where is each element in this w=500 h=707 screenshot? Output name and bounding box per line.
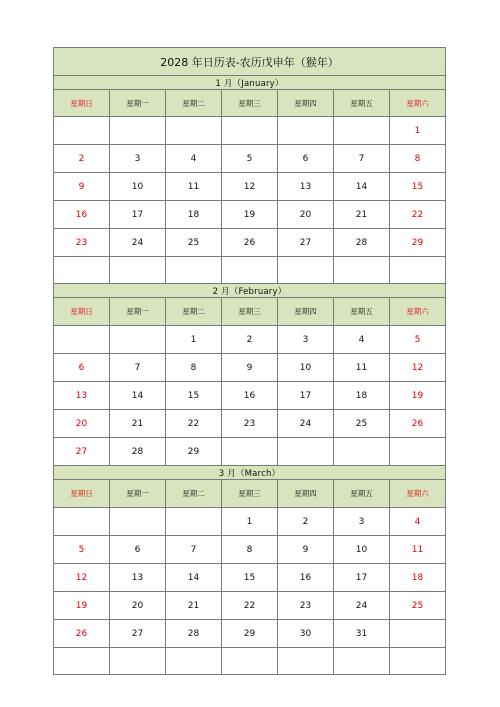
day-cell: 27 [278, 229, 334, 257]
day-cell: 23 [278, 592, 334, 620]
week-row [54, 620, 446, 648]
day-cell: 12 [222, 173, 278, 201]
day-cell [334, 117, 390, 145]
day-cell: 22 [222, 592, 278, 620]
weekday-header-row [54, 90, 446, 117]
day-cell: 15 [222, 564, 278, 592]
day-cell: 4 [166, 145, 222, 173]
day-cell: 31 [334, 620, 390, 648]
weekday-header: 星期五 [334, 480, 390, 508]
day-cell: 24 [278, 410, 334, 438]
day-cell [54, 508, 110, 536]
day-cell [110, 257, 166, 284]
weekday-header: 星期三 [222, 480, 278, 508]
day-cell: 2 [54, 145, 110, 173]
week-row [54, 382, 446, 410]
day-cell: 5 [222, 145, 278, 173]
day-cell: 7 [110, 354, 166, 382]
week-row [54, 145, 446, 173]
day-cell [54, 648, 110, 675]
weekday-header-row [54, 480, 446, 508]
day-cell: 9 [278, 536, 334, 564]
weekday-header: 星期二 [166, 298, 222, 326]
day-cell: 1 [222, 508, 278, 536]
day-cell: 20 [278, 201, 334, 229]
month-title: 2 月（February） [54, 284, 446, 298]
day-cell: 6 [54, 354, 110, 382]
weekday-header: 星期日 [54, 90, 110, 117]
day-cell [222, 648, 278, 675]
day-cell [110, 648, 166, 675]
weekday-header: 星期四 [278, 90, 334, 117]
day-cell: 24 [334, 592, 390, 620]
day-cell: 4 [334, 326, 390, 354]
day-cell: 12 [390, 354, 446, 382]
day-cell [278, 438, 334, 466]
day-cell: 25 [390, 592, 446, 620]
weekday-header: 星期四 [278, 298, 334, 326]
day-cell: 8 [166, 354, 222, 382]
day-cell: 18 [166, 201, 222, 229]
day-cell: 25 [334, 410, 390, 438]
weekday-header: 星期一 [110, 480, 166, 508]
day-cell [110, 117, 166, 145]
day-cell: 9 [222, 354, 278, 382]
day-cell [110, 326, 166, 354]
week-row [54, 648, 446, 675]
day-cell [222, 257, 278, 284]
weekday-header: 星期六 [390, 480, 446, 508]
day-cell: 1 [390, 117, 446, 145]
month-title: 3 月（March） [54, 466, 446, 480]
day-cell: 29 [390, 229, 446, 257]
day-cell: 21 [334, 201, 390, 229]
week-row [54, 201, 446, 229]
day-cell: 13 [110, 564, 166, 592]
day-cell [390, 438, 446, 466]
day-cell [334, 257, 390, 284]
day-cell: 23 [222, 410, 278, 438]
day-cell [278, 648, 334, 675]
day-cell: 25 [166, 229, 222, 257]
weekday-header: 星期日 [54, 480, 110, 508]
calendar-table [53, 47, 446, 675]
day-cell [390, 620, 446, 648]
weekday-header: 星期五 [334, 90, 390, 117]
day-cell [278, 257, 334, 284]
day-cell: 29 [222, 620, 278, 648]
day-cell: 26 [222, 229, 278, 257]
day-cell: 30 [278, 620, 334, 648]
day-cell: 10 [110, 173, 166, 201]
day-cell: 3 [334, 508, 390, 536]
day-cell: 23 [54, 229, 110, 257]
day-cell: 14 [334, 173, 390, 201]
day-cell [390, 648, 446, 675]
week-row [54, 508, 446, 536]
day-cell: 17 [334, 564, 390, 592]
day-cell [166, 117, 222, 145]
weekday-header: 星期一 [110, 298, 166, 326]
calendar-title: 2028 年日历表-农历戊申年（猴年） [54, 48, 446, 76]
week-row [54, 229, 446, 257]
day-cell: 18 [334, 382, 390, 410]
day-cell: 2 [278, 508, 334, 536]
day-cell: 13 [278, 173, 334, 201]
weekday-header: 星期一 [110, 90, 166, 117]
day-cell: 15 [390, 173, 446, 201]
day-cell: 19 [54, 592, 110, 620]
weekday-header: 星期二 [166, 90, 222, 117]
weekday-header: 星期六 [390, 298, 446, 326]
day-cell: 10 [334, 536, 390, 564]
day-cell: 16 [54, 201, 110, 229]
day-cell: 11 [334, 354, 390, 382]
day-cell: 28 [166, 620, 222, 648]
week-row [54, 592, 446, 620]
months-container [54, 76, 446, 675]
month-title: 1 月（January） [54, 76, 446, 90]
day-cell [54, 117, 110, 145]
day-cell: 9 [54, 173, 110, 201]
day-cell: 26 [54, 620, 110, 648]
day-cell: 19 [390, 382, 446, 410]
day-cell: 22 [390, 201, 446, 229]
day-cell: 17 [278, 382, 334, 410]
week-row [54, 326, 446, 354]
day-cell: 14 [110, 382, 166, 410]
day-cell [334, 648, 390, 675]
day-cell: 15 [166, 382, 222, 410]
day-cell: 1 [166, 326, 222, 354]
day-cell: 6 [110, 536, 166, 564]
day-cell [222, 438, 278, 466]
day-cell: 22 [166, 410, 222, 438]
weekday-header: 星期六 [390, 90, 446, 117]
week-row [54, 564, 446, 592]
weekday-header: 星期五 [334, 298, 390, 326]
day-cell: 5 [390, 326, 446, 354]
week-row [54, 438, 446, 466]
day-cell: 2 [222, 326, 278, 354]
day-cell: 7 [334, 145, 390, 173]
day-cell: 16 [222, 382, 278, 410]
day-cell: 28 [110, 438, 166, 466]
day-cell: 7 [166, 536, 222, 564]
week-row [54, 354, 446, 382]
day-cell: 27 [54, 438, 110, 466]
day-cell [54, 257, 110, 284]
weekday-header: 星期三 [222, 90, 278, 117]
day-cell [222, 117, 278, 145]
day-cell: 6 [278, 145, 334, 173]
day-cell: 16 [278, 564, 334, 592]
day-cell: 3 [110, 145, 166, 173]
weekday-header-row [54, 298, 446, 326]
day-cell: 8 [390, 145, 446, 173]
day-cell: 27 [110, 620, 166, 648]
week-row [54, 410, 446, 438]
day-cell [278, 117, 334, 145]
week-row [54, 536, 446, 564]
day-cell: 3 [278, 326, 334, 354]
day-cell: 10 [278, 354, 334, 382]
week-row [54, 257, 446, 284]
weekday-header: 星期二 [166, 480, 222, 508]
day-cell [390, 257, 446, 284]
day-cell: 20 [54, 410, 110, 438]
day-cell: 11 [390, 536, 446, 564]
day-cell: 12 [54, 564, 110, 592]
week-row [54, 117, 446, 145]
day-cell: 8 [222, 536, 278, 564]
day-cell: 24 [110, 229, 166, 257]
day-cell [334, 438, 390, 466]
day-cell: 13 [54, 382, 110, 410]
day-cell [54, 326, 110, 354]
day-cell [110, 508, 166, 536]
day-cell: 20 [110, 592, 166, 620]
day-cell [166, 648, 222, 675]
day-cell: 28 [334, 229, 390, 257]
day-cell: 21 [166, 592, 222, 620]
day-cell: 21 [110, 410, 166, 438]
day-cell [166, 257, 222, 284]
day-cell: 18 [390, 564, 446, 592]
day-cell: 17 [110, 201, 166, 229]
day-cell: 26 [390, 410, 446, 438]
day-cell: 4 [390, 508, 446, 536]
day-cell: 29 [166, 438, 222, 466]
week-row [54, 173, 446, 201]
day-cell: 19 [222, 201, 278, 229]
weekday-header: 星期三 [222, 298, 278, 326]
day-cell: 14 [166, 564, 222, 592]
day-cell [166, 508, 222, 536]
weekday-header: 星期四 [278, 480, 334, 508]
weekday-header: 星期日 [54, 298, 110, 326]
day-cell: 5 [54, 536, 110, 564]
day-cell: 11 [166, 173, 222, 201]
